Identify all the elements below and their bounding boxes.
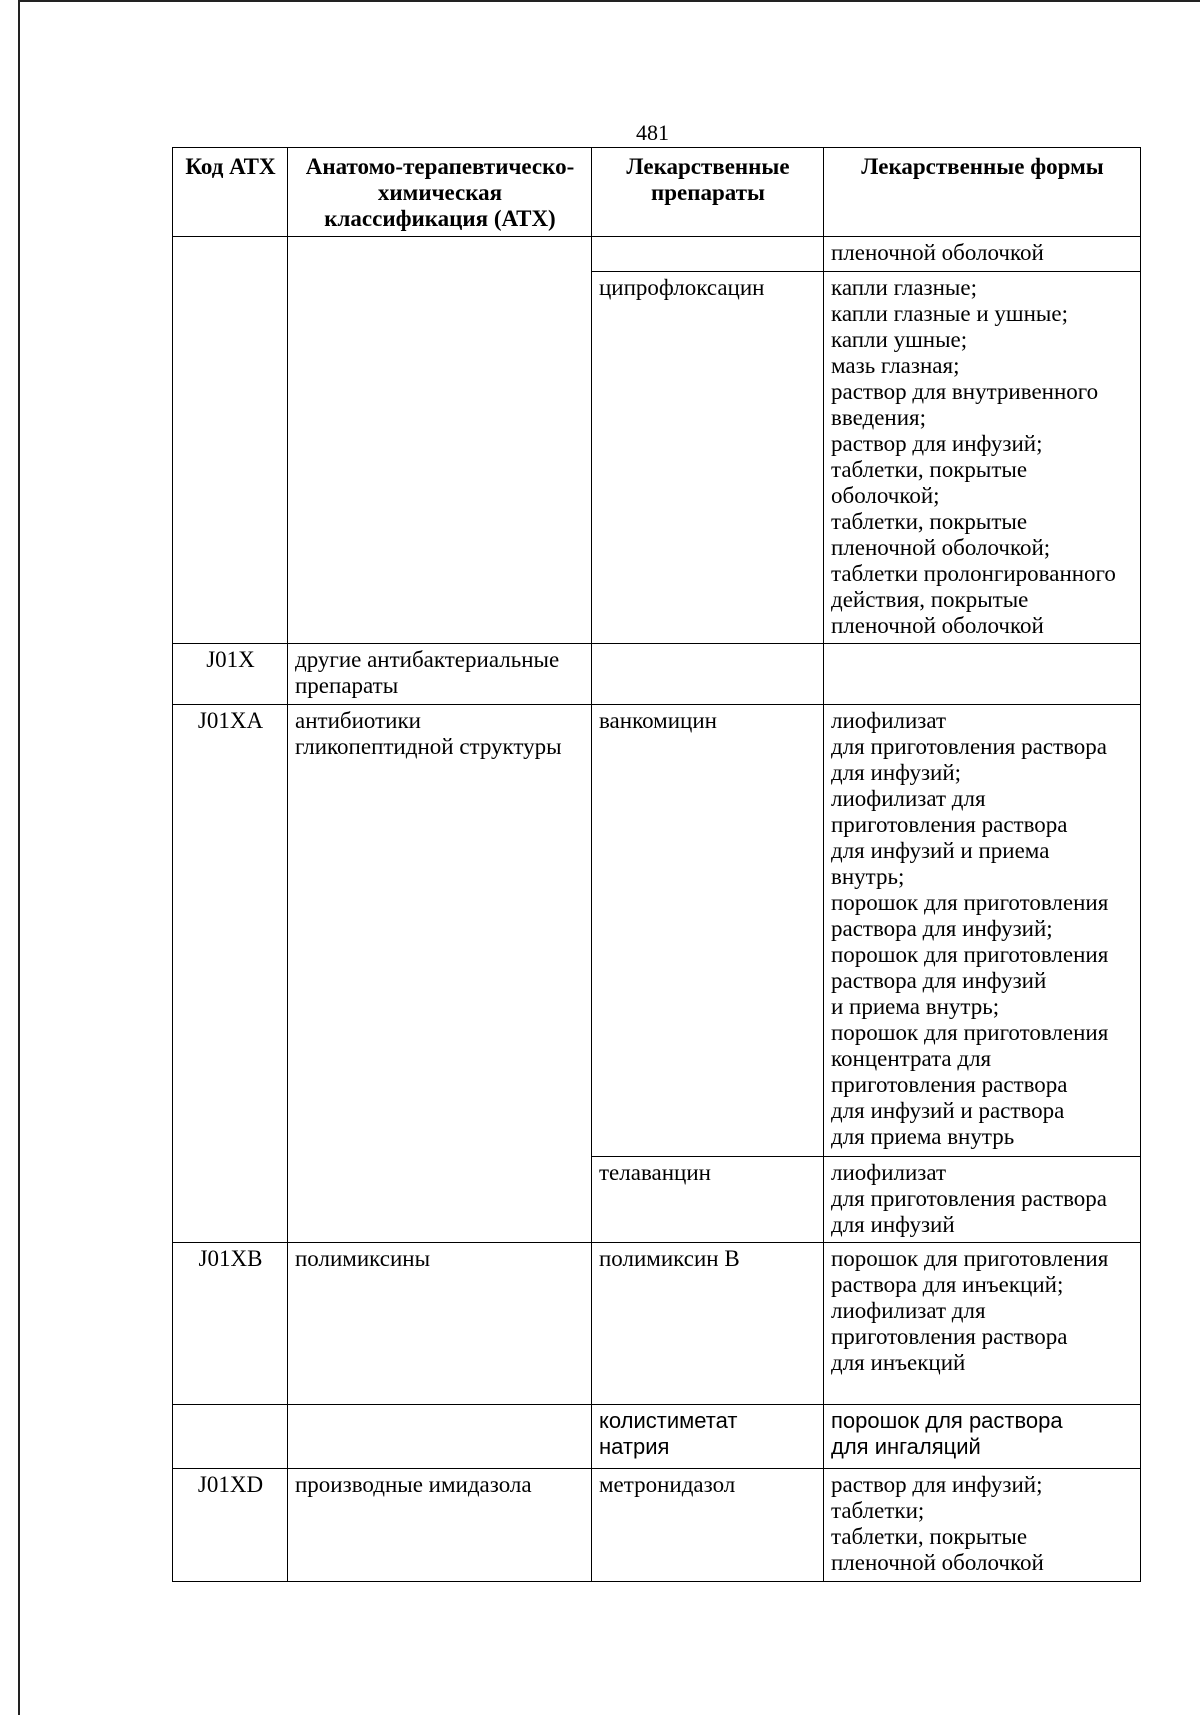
header-classification-line: Анатомо-терапевтическо- <box>305 154 575 179</box>
form-line: лиофилизат <box>831 1160 947 1185</box>
forms-cell <box>824 1405 1141 1469</box>
drug-name: колистиметат <box>599 1408 738 1433</box>
drug-cell <box>592 1405 824 1469</box>
class-line: гликопептидной структуры <box>295 734 562 759</box>
forms-cell <box>824 1243 1141 1405</box>
atc-code-cell: J01XA <box>173 705 288 1243</box>
form-line: порошок для приготовления <box>831 1246 1109 1271</box>
header-code: Код АТХ <box>173 148 288 237</box>
form-line: для инфузий; <box>831 760 962 785</box>
form-line: приготовления раствора <box>831 1072 1068 1097</box>
form-line: раствор для внутривенного <box>831 379 1099 404</box>
forms-cell <box>824 237 1141 272</box>
forms-cell <box>824 1469 1141 1582</box>
form-line: пленочной оболочкой <box>831 240 1044 265</box>
form-line: для инъекций <box>831 1350 966 1375</box>
header-classification-line: классификация (АТХ) <box>324 206 556 231</box>
drug-name: полимиксин В <box>599 1246 740 1271</box>
form-line: капли глазные; <box>831 275 977 300</box>
atc-class-cell <box>288 644 592 705</box>
header-classification-line: химическая <box>377 180 503 205</box>
class-line: препараты <box>295 673 399 698</box>
header-forms: Лекарственные формы <box>824 148 1141 237</box>
form-line: раствора для инфузий <box>831 968 1047 993</box>
form-line: лиофилизат для <box>831 786 986 811</box>
drug-name: телаванцин <box>599 1160 711 1185</box>
form-line: концентрата для <box>831 1046 992 1071</box>
forms-cell <box>824 705 1141 1157</box>
form-line: порошок для приготовления <box>831 942 1109 967</box>
drug-name: метронидазол <box>599 1472 736 1497</box>
drug-name: натрия <box>599 1434 670 1459</box>
form-line: оболочкой; <box>831 483 940 508</box>
class-line: другие антибактериальные <box>295 647 560 672</box>
atc-class-cell <box>288 1405 592 1469</box>
atc-class-cell <box>288 1469 592 1582</box>
header-drugs-line: препараты <box>651 180 765 205</box>
atc-class-cell <box>288 1243 592 1405</box>
table-row <box>173 1243 1141 1405</box>
header-drugs <box>592 148 824 237</box>
form-line: мазь глазная; <box>831 353 960 378</box>
form-line: для приготовления раствора <box>831 1186 1107 1211</box>
header-classification <box>288 148 592 237</box>
form-line: капли глазные и ушные; <box>831 301 1068 326</box>
drug-cell <box>592 237 824 272</box>
table-row <box>173 644 1141 705</box>
class-line: антибиотики <box>295 708 421 733</box>
atc-class-cell <box>288 237 592 644</box>
drug-cell <box>592 1469 824 1582</box>
form-line: таблетки, покрытые <box>831 509 1028 534</box>
drug-cell <box>592 705 824 1157</box>
form-line: для инфузий и приема <box>831 838 1050 863</box>
table-row <box>173 1469 1141 1582</box>
atc-code-cell <box>173 237 288 644</box>
form-line: раствора для инъекций; <box>831 1272 1064 1297</box>
form-line: приготовления раствора <box>831 812 1068 837</box>
drug-name: ванкомицин <box>599 708 717 733</box>
form-line: таблетки; <box>831 1498 925 1523</box>
form-line: лиофилизат для <box>831 1298 986 1323</box>
drug-cell <box>592 272 824 644</box>
forms-cell <box>824 1157 1141 1243</box>
form-line: таблетки пролонгированного <box>831 561 1116 586</box>
atc-code-cell <box>173 1405 288 1469</box>
header-drugs-line: Лекарственные <box>626 154 790 179</box>
form-line: таблетки, покрытые <box>831 1524 1028 1549</box>
form-line: приготовления раствора <box>831 1324 1068 1349</box>
table-row <box>173 1405 1141 1469</box>
class-line: полимиксины <box>295 1246 431 1271</box>
forms-cell <box>824 644 1141 705</box>
form-line: пленочной оболочкой <box>831 1550 1044 1575</box>
forms-cell <box>824 272 1141 644</box>
form-line: введения; <box>831 405 926 430</box>
atc-code-cell: J01X <box>173 644 288 705</box>
atc-code-cell: J01XD <box>173 1469 288 1582</box>
drug-cell <box>592 1243 824 1405</box>
form-line: для приготовления раствора <box>831 734 1107 759</box>
drug-cell <box>592 644 824 705</box>
form-line: пленочной оболочкой <box>831 613 1044 638</box>
atc-table <box>172 147 1141 1582</box>
form-line: внутрь; <box>831 864 905 889</box>
atc-code-cell: J01XB <box>173 1243 288 1405</box>
form-line: таблетки, покрытые <box>831 457 1028 482</box>
form-line: порошок для приготовления <box>831 1020 1109 1045</box>
form-line: для инфузий и раствора <box>831 1098 1065 1123</box>
form-line: действия, покрытые <box>831 587 1029 612</box>
form-line: раствор для инфузий; <box>831 431 1043 456</box>
form-line: лиофилизат <box>831 708 947 733</box>
form-line: для инфузий <box>831 1212 955 1237</box>
table-row <box>173 237 1141 272</box>
page-number: 481 <box>636 120 669 145</box>
drug-cell <box>592 1157 824 1243</box>
form-line: для приема внутрь <box>831 1124 1015 1149</box>
form-line: раствор для инфузий; <box>831 1472 1043 1497</box>
form-line: пленочной оболочкой; <box>831 535 1051 560</box>
table-row <box>173 705 1141 1157</box>
table-header-row <box>173 148 1141 237</box>
form-line: порошок для раствора <box>831 1408 1063 1433</box>
form-line: капли ушные; <box>831 327 968 352</box>
class-line: производные имидазола <box>295 1472 532 1497</box>
form-line: раствора для инфузий; <box>831 916 1053 941</box>
drug-name: ципрофлоксацин <box>599 275 765 300</box>
form-line: порошок для приготовления <box>831 890 1109 915</box>
form-line: для ингаляций <box>831 1434 981 1459</box>
atc-class-cell <box>288 705 592 1243</box>
form-line: и приема внутрь; <box>831 994 1000 1019</box>
